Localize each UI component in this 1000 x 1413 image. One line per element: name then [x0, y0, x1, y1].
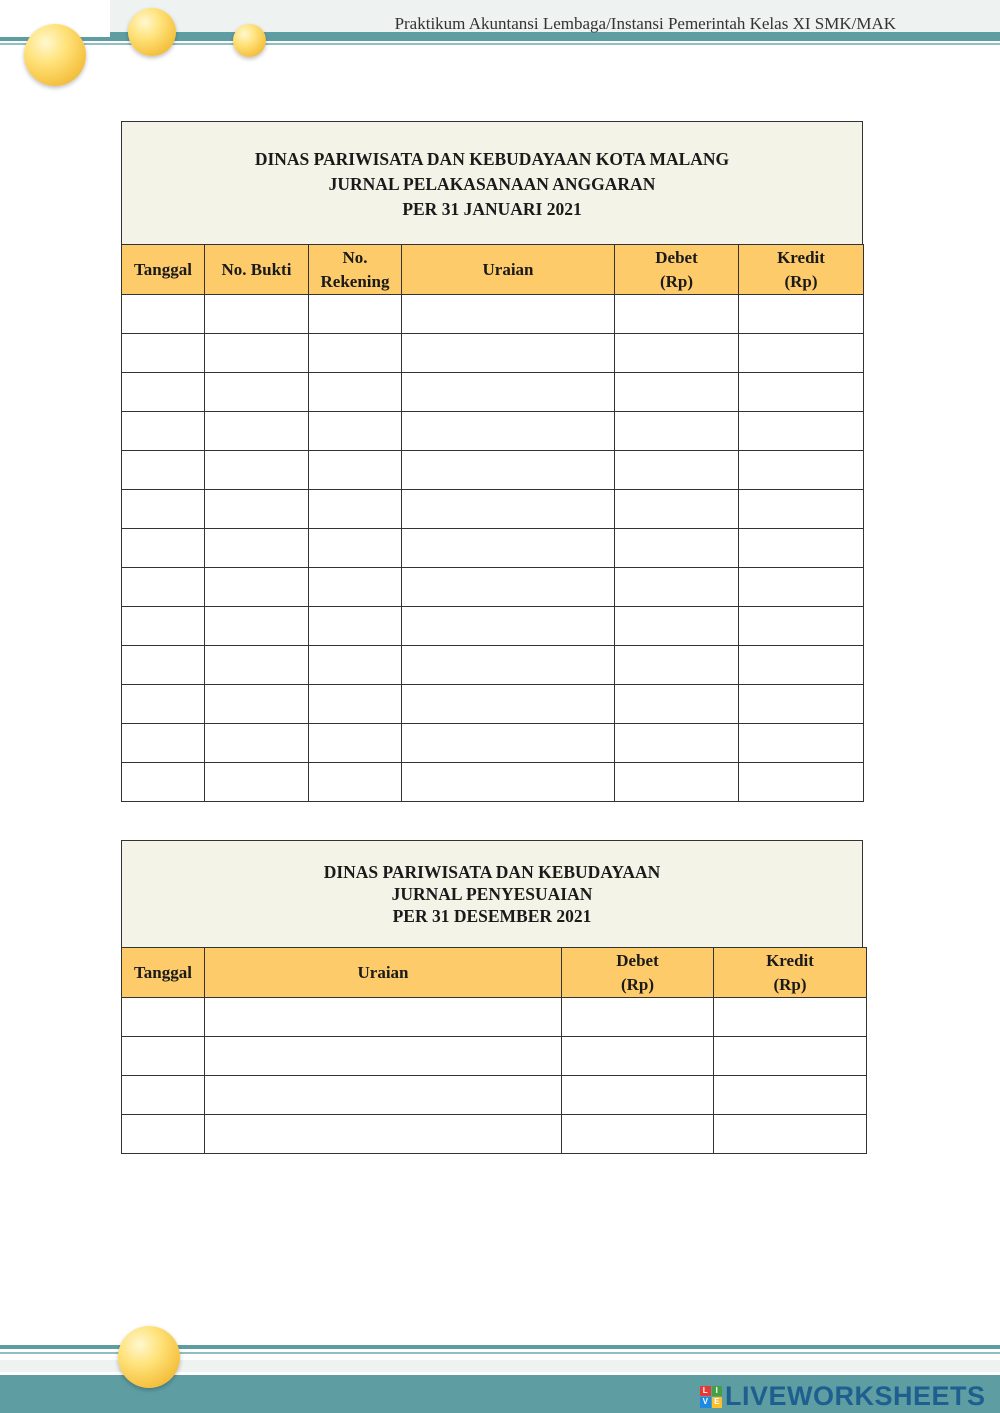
entry-cell[interactable] [205, 646, 309, 685]
entry-cell[interactable] [615, 646, 739, 685]
entry-cell[interactable] [739, 646, 864, 685]
entry-cell[interactable] [205, 490, 309, 529]
logo-letter: L [700, 1386, 711, 1397]
entry-cell[interactable] [122, 412, 205, 451]
entry-cell[interactable] [122, 607, 205, 646]
table-row [122, 373, 864, 412]
entry-cell[interactable] [615, 451, 739, 490]
entry-cell[interactable] [205, 685, 309, 724]
column-header-uraian: Uraian [205, 948, 562, 998]
bubble-decoration [24, 24, 86, 86]
entry-cell[interactable] [402, 334, 615, 373]
entry-cell[interactable] [309, 763, 402, 802]
table-row [122, 646, 864, 685]
entry-cell[interactable] [205, 1076, 562, 1115]
entry-cell[interactable] [402, 685, 615, 724]
table-row [122, 998, 867, 1037]
table-row [122, 1037, 867, 1076]
entry-cell[interactable] [122, 763, 205, 802]
entry-cell[interactable] [615, 763, 739, 802]
table2-title-box [121, 840, 863, 947]
column-header-no-rekening: No. Rekening [309, 245, 402, 295]
entry-cell[interactable] [122, 568, 205, 607]
entry-cell[interactable] [122, 685, 205, 724]
entry-cell[interactable] [122, 998, 205, 1037]
bubble-decoration [233, 24, 266, 57]
entry-cell[interactable] [562, 1115, 714, 1154]
entry-cell[interactable] [714, 1076, 867, 1115]
entry-cell[interactable] [309, 334, 402, 373]
entry-cell[interactable] [309, 373, 402, 412]
entry-cell[interactable] [205, 412, 309, 451]
entry-cell[interactable] [402, 724, 615, 763]
entry-cell[interactable] [122, 295, 205, 334]
entry-cell[interactable] [714, 1037, 867, 1076]
entry-cell[interactable] [122, 1076, 205, 1115]
table2-title-line: DINAS PARIWISATA DAN KEBUDAYAAN [323, 862, 661, 882]
table-row [122, 607, 864, 646]
entry-cell[interactable] [739, 412, 864, 451]
entry-cell[interactable] [309, 529, 402, 568]
bubble-decoration [118, 1326, 180, 1388]
table-row [122, 568, 864, 607]
entry-cell[interactable] [122, 373, 205, 412]
entry-cell[interactable] [309, 685, 402, 724]
entry-cell[interactable] [714, 1115, 867, 1154]
entry-cell[interactable] [205, 529, 309, 568]
column-header-tanggal: Tanggal [122, 245, 205, 295]
entry-cell[interactable] [402, 451, 615, 490]
entry-cell[interactable] [205, 568, 309, 607]
column-header-debet: Debet (Rp) [562, 948, 714, 998]
column-header-kredit: Kredit (Rp) [739, 245, 864, 295]
entry-cell[interactable] [615, 334, 739, 373]
entry-cell[interactable] [309, 490, 402, 529]
column-header-debet: Debet (Rp) [615, 245, 739, 295]
table2-title-line: PER 31 DESEMBER 2021 [392, 906, 592, 926]
entry-cell[interactable] [739, 724, 864, 763]
table1-title-line: JURNAL PELAKASANAAN ANGGARAN [328, 174, 656, 194]
entry-cell[interactable] [122, 1037, 205, 1076]
entry-cell[interactable] [205, 724, 309, 763]
table-row [122, 1076, 867, 1115]
table-row [122, 529, 864, 568]
table1-title-box [121, 121, 863, 244]
entry-cell[interactable] [205, 1037, 562, 1076]
entry-cell[interactable] [739, 607, 864, 646]
entry-cell[interactable] [309, 646, 402, 685]
entry-cell[interactable] [739, 529, 864, 568]
entry-cell[interactable] [309, 295, 402, 334]
entry-cell[interactable] [615, 529, 739, 568]
logo-letter: V [700, 1397, 711, 1408]
column-header-no-bukti: No. Bukti [205, 245, 309, 295]
entry-cell[interactable] [205, 763, 309, 802]
table1-grid [121, 244, 864, 802]
entry-cell[interactable] [739, 490, 864, 529]
entry-cell[interactable] [402, 763, 615, 802]
entry-cell[interactable] [562, 998, 714, 1037]
jurnal-pelaksanaan-anggaran [121, 121, 864, 802]
entry-cell[interactable] [122, 451, 205, 490]
table-row [122, 490, 864, 529]
table-row [122, 724, 864, 763]
entry-cell[interactable] [205, 451, 309, 490]
table2-title-line: JURNAL PENYESUAIAN [391, 884, 593, 904]
entry-cell[interactable] [739, 763, 864, 802]
column-header-uraian: Uraian [402, 245, 615, 295]
entry-cell[interactable] [205, 295, 309, 334]
entry-cell[interactable] [562, 1076, 714, 1115]
column-header-tanggal: Tanggal [122, 948, 205, 998]
entry-cell[interactable] [205, 998, 562, 1037]
entry-cell[interactable] [402, 295, 615, 334]
entry-cell[interactable] [402, 490, 615, 529]
entry-cell[interactable] [739, 451, 864, 490]
logo-letter: E [712, 1397, 723, 1408]
table-row [122, 334, 864, 373]
entry-cell[interactable] [205, 373, 309, 412]
entry-cell[interactable] [122, 646, 205, 685]
entry-cell[interactable] [615, 295, 739, 334]
table1-title-line: PER 31 JANUARI 2021 [402, 199, 582, 219]
column-header-kredit: Kredit (Rp) [714, 948, 867, 998]
liveworksheets-logo-icon [700, 1386, 722, 1408]
entry-cell[interactable] [402, 568, 615, 607]
entry-cell[interactable] [402, 412, 615, 451]
entry-cell[interactable] [402, 646, 615, 685]
entry-cell[interactable] [309, 724, 402, 763]
entry-cell[interactable] [714, 998, 867, 1037]
table-row [122, 1115, 867, 1154]
table-row [122, 295, 864, 334]
entry-cell[interactable] [309, 451, 402, 490]
entry-cell[interactable] [615, 373, 739, 412]
entry-cell[interactable] [615, 685, 739, 724]
entry-cell[interactable] [562, 1037, 714, 1076]
entry-cell[interactable] [615, 724, 739, 763]
brand-name: LIVEWORKSHEETS [725, 1381, 986, 1411]
entry-cell[interactable] [615, 607, 739, 646]
entry-cell[interactable] [205, 1115, 562, 1154]
table1-title-line: DINAS PARIWISATA DAN KEBUDAYAAN KOTA MALANG [254, 149, 730, 169]
entry-cell[interactable] [122, 529, 205, 568]
entry-cell[interactable] [122, 334, 205, 373]
table-row [122, 451, 864, 490]
entry-cell[interactable] [309, 412, 402, 451]
table-row [122, 685, 864, 724]
entry-cell[interactable] [739, 568, 864, 607]
header-title: Praktikum Akuntansi Lembaga/Instansi Pemerintah Kelas XI SMK/MAK [394, 14, 896, 33]
jurnal-penyesuaian [121, 840, 867, 1154]
liveworksheets-brand[interactable] [700, 1381, 986, 1412]
entry-cell[interactable] [739, 295, 864, 334]
bubble-decoration [128, 8, 176, 56]
entry-cell[interactable] [122, 1115, 205, 1154]
entry-cell[interactable] [739, 334, 864, 373]
entry-cell[interactable] [615, 412, 739, 451]
entry-cell[interactable] [739, 373, 864, 412]
entry-cell[interactable] [402, 607, 615, 646]
table-row [122, 412, 864, 451]
logo-letter: I [712, 1386, 723, 1397]
entry-cell[interactable] [615, 490, 739, 529]
entry-cell[interactable] [402, 373, 615, 412]
entry-cell[interactable] [402, 529, 615, 568]
entry-cell[interactable] [122, 724, 205, 763]
entry-cell[interactable] [309, 607, 402, 646]
entry-cell[interactable] [122, 490, 205, 529]
entry-cell[interactable] [205, 607, 309, 646]
table2-grid [121, 947, 867, 1154]
entry-cell[interactable] [309, 568, 402, 607]
entry-cell[interactable] [615, 568, 739, 607]
entry-cell[interactable] [739, 685, 864, 724]
entry-cell[interactable] [205, 334, 309, 373]
table-row [122, 763, 864, 802]
